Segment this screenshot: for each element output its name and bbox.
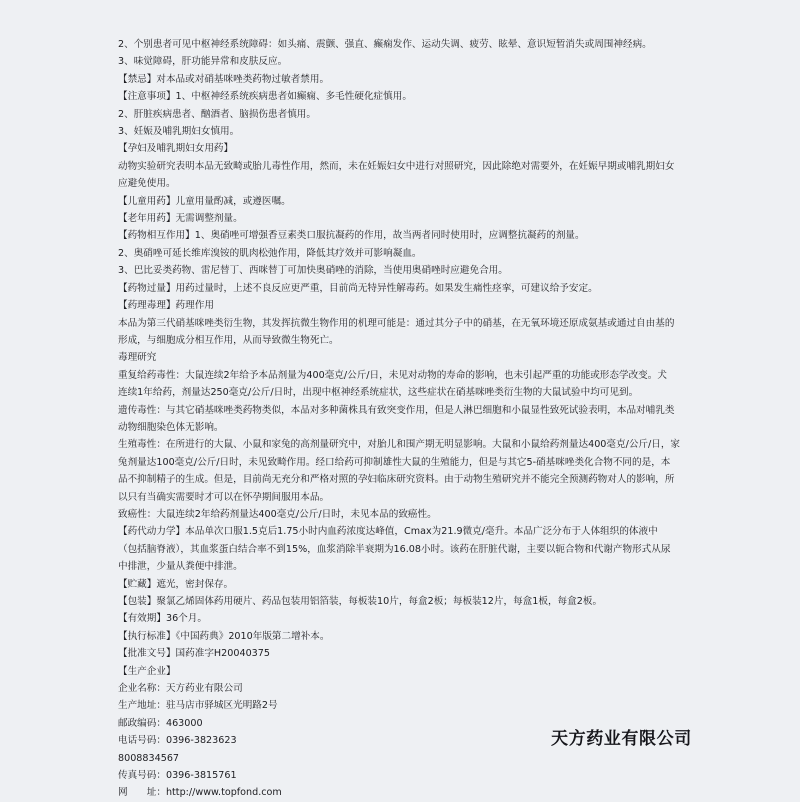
text-line: 2、肝脏疾病患者、酗酒者、脑损伤患者慎用。 — [118, 108, 316, 120]
pregnancy-heading: 【孕妇及哺乳期妇女用药】 — [118, 143, 234, 155]
text-line: 兔剂量达100毫克/公斤/日时，未见致畸作用。经口给药可抑制雄性大鼠的生殖能力，但是与其它5-硝基咪唑类化合物不同的是，本 — [118, 456, 671, 468]
company-signature: 天方药业有限公司 — [551, 729, 692, 749]
text-line: 连续1年给药，剂量达250毫克/公斤/日时，出现中枢神经系统症状，这些症状在硝基咪唑类衍生物的大鼠试验中均可见到。 — [118, 387, 639, 399]
address-line: 生产地址：驻马店市驿城区光明路2号 — [118, 700, 278, 712]
pharmacology-heading: 【药理毒理】药理作用 — [118, 300, 214, 312]
standard-line: 【执行标准】《中国药典》2010年版第二增补本。 — [118, 630, 330, 642]
website-line: 网 址：http://www.topfond.com — [118, 787, 282, 799]
text-line: （包括脑脊液），其血浆蛋白结合率不到15%，血浆消除半衰期为16.08小时。该药在肝脏代谢，主要以轭合物和代谢产物形式从尿 — [118, 543, 671, 555]
geriatric-line: 【老年用药】无需调整剂量。 — [118, 213, 243, 225]
approval-number-line: 【批准文号】国药准字H20040375 — [118, 648, 270, 660]
text-line: 2、个别患者可见中枢神经系统障碍：如头痛、震颤、强直、癫痫发作、运动失调、疲劳、眩晕、意识短暂消失或周围神经病。 — [118, 39, 652, 50]
text-line: 动物实验研究表明本品无致畸或胎儿毒性作用，然而，未在妊娠妇女中进行对照研究，因此除绝对需要外，在妊娠早期或哺乳期妇女 — [118, 160, 675, 172]
contraindications-line: 【禁忌】对本品或对硝基咪唑类药物过敏者禁用。 — [118, 73, 330, 85]
precautions-line: 【注意事项】1、中枢神经系统疾病患者如癫痫、多毛性硬化症慎用。 — [118, 91, 412, 103]
text-line: 应避免使用。 — [118, 178, 176, 190]
packaging-line: 【包装】聚氯乙烯固体药用硬片、药品包装用铝箔装，每板装10片，每盒2板；每板装12片，每盒1板，每盒2板。 — [118, 596, 603, 607]
insert-text-body — [118, 36, 718, 802]
text-line: 致癌性：大鼠连续2年给药剂量达400毫克/公斤/日时，未见本品的致癌性。 — [118, 508, 437, 520]
pharmacokinetics-line: 【药代动力学】本品单次口服1.5克后1.75小时内血药浓度达峰值，Cmax为21.9微克/毫升。本品广泛分布于人体组织的体液中 — [118, 526, 658, 538]
text-line: 动物细胞染色体无影响。 — [118, 421, 224, 433]
company-name-line: 企业名称：天方药业有限公司 — [118, 683, 243, 695]
text-line: 3、味觉障碍，肝功能异常和皮肤反应。 — [118, 56, 288, 68]
storage-line: 【贮藏】遮光，密封保存。 — [118, 578, 234, 590]
phone-line: 电话号码：0396-3823623 — [118, 735, 237, 747]
toxicology-heading: 毒理研究 — [118, 352, 157, 364]
interactions-line: 【药物相互作用】1、奥硝唑可增强香豆素类口服抗凝药的作用，故当两者同时使用时，应调整抗凝药的剂量。 — [118, 230, 585, 242]
text-line: 生殖毒性：在所进行的大鼠、小鼠和家兔的高剂量研究中，对胎儿和围产期无明显影响。大鼠和小鼠给药剂量达400毫克/公斤/日，家 — [118, 439, 681, 451]
shelf-life-line: 【有效期】36个月。 — [118, 613, 207, 625]
pediatric-line: 【儿童用药】儿童用量酌减，或遵医嘱。 — [118, 195, 291, 207]
text-line: 3、巴比妥类药物、雷尼替丁、西咪替丁可加快奥硝唑的消除，当使用奥硝唑时应避免合用。 — [118, 265, 508, 277]
postal-code-line: 邮政编码：463000 — [118, 717, 203, 729]
text-line: 形成，与细胞成分相互作用，从而导致微生物死亡。 — [118, 334, 339, 346]
text-line: 遗传毒性：与其它硝基咪唑类药物类似，本品对多种菌株具有致突变作用，但是人淋巴细胞和小鼠显性致死试验表明，本品对哺乳类 — [118, 404, 675, 416]
text-line: 3、妊娠及哺乳期妇女慎用。 — [118, 126, 240, 138]
manufacturer-heading: 【生产企业】 — [118, 665, 176, 677]
overdose-line: 【药物过量】用药过量时，上述不良反应更严重，目前尚无特异性解毒药。如果发生痛性痉挛，可建议给予安定。 — [118, 282, 598, 294]
text-line: 以只有当确实需要时才可以在怀孕期间服用本品。 — [118, 491, 330, 503]
phone-line-2: 8008834567 — [118, 752, 180, 764]
text-line: 2、奥硝唑可延长维库溴铵的肌肉松弛作用，降低其疗效并可影响凝血。 — [118, 247, 422, 259]
text-line: 重复给药毒性：大鼠连续2年给予本品剂量为400毫克/公斤/日，未见对动物的寿命的影响，也未引起严重的功能或形态学改变。犬 — [118, 369, 667, 381]
fax-line: 传真号码：0396-3815761 — [118, 770, 237, 782]
text-line: 本品为第三代硝基咪唑类衍生物，其发挥抗微生物作用的机理可能是：通过其分子中的硝基，在无氧环境还原成氨基或通过自由基的 — [118, 317, 675, 329]
text-line: 品不抑制精子的生成。但是，目前尚无充分和严格对照的孕妇临床研究资料。由于动物生殖研究并不能完全预测药物对人的影响，所 — [118, 474, 675, 486]
text-line: 中排泄，少量从粪便中排泄。 — [118, 561, 243, 573]
